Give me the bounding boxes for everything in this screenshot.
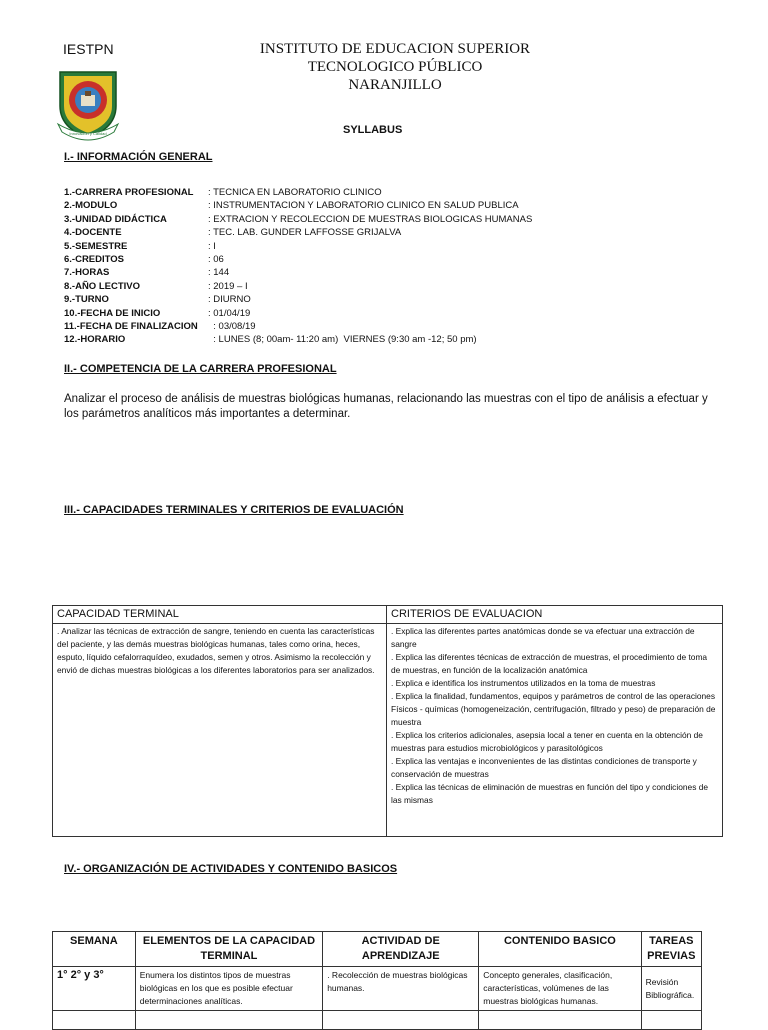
header-tareas: TAREAS PREVIAS xyxy=(641,932,701,967)
competencia-text: Analizar el proceso de análisis de muestras biológicas humanas, relacionando las muestras con el tipo de análisis a efectuar y los parámetros analíticos más importantes a determinar. xyxy=(64,393,708,420)
criterio-item: . Explica e identifica los instrumentos utilizados en la toma de muestras xyxy=(391,678,656,688)
info-row xyxy=(64,321,532,334)
info-label: 12.-HORARIO xyxy=(64,334,126,346)
info-value: : 01/04/19 xyxy=(208,307,251,319)
criterio-item: . Explica las técnicas de eliminación de muestras en función del tipo y condiciones de las mismas xyxy=(391,782,709,805)
section-heading-competencia: II.- COMPETENCIA DE LA CARRERA PROFESIONAL xyxy=(64,363,337,375)
header-elementos: ELEMENTOS DE LA CAPACIDAD TERMINAL xyxy=(135,932,322,967)
info-value: : EXTRACION Y RECOLECCION DE MUESTRAS BIOLOGICAS HUMANAS xyxy=(208,213,533,225)
header-semana: SEMANA xyxy=(53,932,136,967)
criterio-item: . Explica las ventajas e inconvenientes de las distintas condiciones de transporte y conservación de muestras xyxy=(391,756,697,779)
criterio-item: . Explica los criterios adicionales, asepsia local a tener en cuenta en la obtención de muestras para estudios microbiológicos y parasitológicos xyxy=(391,730,703,753)
info-label: 8.-AÑO LECTIVO xyxy=(64,280,141,292)
info-row xyxy=(64,294,532,307)
info-value: : 2019 – I xyxy=(208,280,248,292)
info-row xyxy=(64,281,532,294)
header-contenido: CONTENIDO BASICO xyxy=(479,932,641,967)
semana-cell xyxy=(53,1011,136,1030)
info-label: 9.-TURNO xyxy=(64,294,109,306)
header-capacidad-terminal: CAPACIDAD TERMINAL xyxy=(53,606,387,624)
header-left-label: IESTPN xyxy=(63,41,114,57)
institution-name xyxy=(240,40,550,94)
info-row xyxy=(64,308,532,321)
table-row xyxy=(53,1011,702,1030)
info-label: 7.-HORAS xyxy=(64,267,110,279)
tareas-cell xyxy=(641,1011,701,1030)
capacidades-table xyxy=(52,605,723,837)
table-header-row xyxy=(53,932,702,967)
actividad-cell xyxy=(323,1011,479,1030)
criterio-item: . Explica las diferentes técnicas de extracción de muestras, el procedimiento de toma de muestras, en función de la localización anatómica xyxy=(391,652,708,675)
table-row xyxy=(53,624,723,837)
institution-line-1: INSTITUTO DE EDUCACION SUPERIOR xyxy=(259,41,531,57)
table-header-row xyxy=(53,606,723,624)
info-row xyxy=(64,214,532,227)
header-actividad: ACTIVIDAD DE APRENDIZAJE xyxy=(323,932,479,967)
info-value: : INSTRUMENTACION Y LABORATORIO CLINICO EN SALUD PUBLICA xyxy=(208,200,519,212)
info-value: : DIURNO xyxy=(208,294,251,306)
institution-logo xyxy=(52,62,124,142)
header-criterios-evaluacion: CRITERIOS DE EVALUACION xyxy=(387,606,723,624)
table-row xyxy=(53,967,702,1011)
institution-line-3: NARANJILLO xyxy=(348,77,442,93)
elementos-cell: Enumera los distintos tipos de muestras biológicas en los que es posible efectuar determinaciones analíticas. xyxy=(135,967,322,1011)
criterios-cell xyxy=(387,624,723,837)
capacidad-terminal-cell: . Analizar las técnicas de extracción de sangre, teniendo en cuenta las características del paciente, y las demás muestras biológicas humanas, tales como orina, heces, esputo, líquido cefalorraquídeo, exudados, semen y otros. Asimismo la recolección y envió de dichas muestras biológicas a los diferentes laboratorios para ser analizados. xyxy=(53,624,387,837)
section-heading-informacion-general: I.- INFORMACIÓN GENERAL xyxy=(64,151,213,163)
criterio-item: . Explica la finalidad, fundamentos, equipos y parámetros de control de las operaciones Físicos - químicas (homogeneización, centrifugación, filtrado y peso) de preparación de muestra xyxy=(391,691,716,727)
actividades-table xyxy=(52,931,702,1030)
info-row xyxy=(64,187,532,200)
tareas-cell: Revisión Bibliográfica. xyxy=(641,967,701,1011)
info-row xyxy=(64,267,532,280)
contenido-cell xyxy=(479,1011,641,1030)
semana-cell: 1° 2° y 3° xyxy=(53,967,136,1011)
section-heading-organizacion: IV.- ORGANIZACIÓN DE ACTIVIDADES Y CONTENIDO BASICOS xyxy=(64,863,398,875)
elementos-cell xyxy=(135,1011,322,1030)
info-value: : TECNICA EN LABORATORIO CLINICO xyxy=(208,187,382,198)
info-value: : 03/08/19 xyxy=(208,320,256,332)
info-row xyxy=(64,200,532,213)
info-row xyxy=(64,241,532,254)
logo-ribbon-text: Innovación y Calidad xyxy=(69,131,107,136)
info-label: 1.-CARRERA PROFESIONAL xyxy=(64,187,194,198)
info-label: 3.-UNIDAD DIDÁCTICA xyxy=(64,213,167,225)
general-info-list xyxy=(64,187,532,348)
info-value: : 144 xyxy=(208,267,230,279)
section-heading-capacidades: III.- CAPACIDADES TERMINALES Y CRITERIOS DE EVALUACIÓN xyxy=(64,504,404,516)
info-label: 6.-CREDITOS xyxy=(64,253,125,265)
info-label: 4.-DOCENTE xyxy=(64,227,122,239)
document-title: SYLLABUS xyxy=(343,124,403,136)
info-value: : TEC. LAB. GUNDER LAFFOSSE GRIJALVA xyxy=(208,227,402,239)
actividad-cell: . Recolección de muestras biológicas humanas. xyxy=(323,967,479,1011)
info-value: : LUNES (8; 00am- 11:20 am) VIERNES (9:30 am -12; 50 pm) xyxy=(208,334,477,346)
info-label: 5.-SEMESTRE xyxy=(64,240,128,252)
info-label: 11.-FECHA DE FINALIZACION xyxy=(64,320,198,332)
info-row xyxy=(64,227,532,240)
info-row xyxy=(64,334,532,347)
info-label: 10.-FECHA DE INICIO xyxy=(64,307,161,319)
info-value: : I xyxy=(208,240,216,252)
contenido-cell: Concepto generales, clasificación, características, volúmenes de las muestras biológicas humanas. xyxy=(479,967,641,1011)
criterio-item: . Explica las diferentes partes anatómicas donde se va efectuar una extracción de sangre xyxy=(391,626,695,649)
info-label: 2.-MODULO xyxy=(64,200,118,212)
institution-line-2: TECNOLOGICO PÚBLICO xyxy=(307,59,483,75)
info-row xyxy=(64,254,532,267)
info-value: : 06 xyxy=(208,253,224,265)
